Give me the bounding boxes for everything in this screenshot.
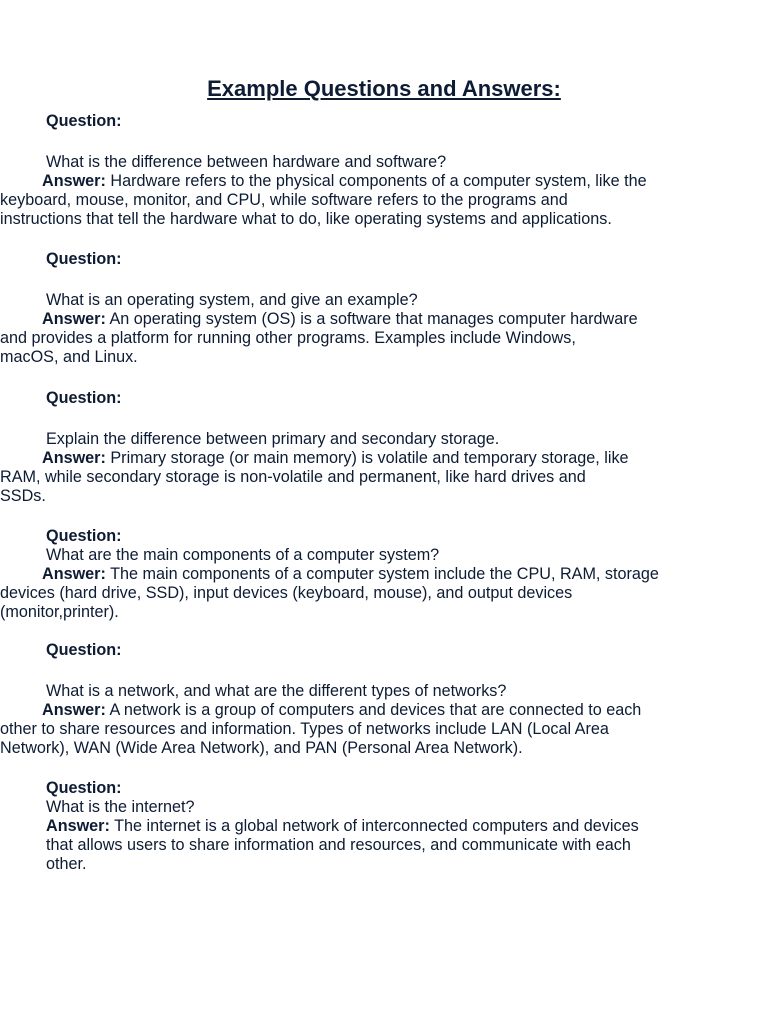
question-label: Question:	[46, 527, 122, 545]
question-label: Question:	[46, 779, 122, 797]
qa-item-2	[0, 250, 740, 367]
answer-text: A network is a group of computers and devices that are connected to each	[109, 701, 642, 719]
question-label: Question:	[46, 641, 122, 659]
answer-text: devices (hard drive, SSD), input devices (keyboard, mouse), and output devices	[0, 584, 573, 602]
question-text: What is the internet?	[46, 798, 195, 816]
answer-line	[0, 701, 740, 720]
qa-item-6	[0, 779, 740, 874]
question-label: Question:	[46, 112, 122, 130]
answer-text: RAM, while secondary storage is non-volatile and permanent, like hard drives and	[0, 468, 586, 486]
answer-text: The main components of a computer system include the CPU, RAM, storage	[110, 565, 659, 583]
qa-item-1	[0, 112, 740, 229]
answer-label: Answer:	[42, 449, 106, 467]
qa-item-5	[0, 641, 740, 758]
answer-text: macOS, and Linux.	[0, 348, 138, 366]
answer-text: that allows users to share information and resources, and communicate with each	[46, 836, 631, 854]
answer-label: Answer:	[42, 310, 106, 328]
question-text: What is a network, and what are the different types of networks?	[46, 682, 507, 700]
answer-line	[0, 172, 740, 191]
answer-label: Answer:	[42, 172, 106, 190]
question-text: Explain the difference between primary and secondary storage.	[46, 430, 500, 448]
answer-line	[0, 565, 740, 584]
answer-text: The internet is a global network of interconnected computers and devices	[114, 817, 639, 835]
answer-text: and provides a platform for running other programs. Examples include Windows,	[0, 329, 576, 347]
qa-item-4	[0, 527, 740, 622]
answer-text: keyboard, mouse, monitor, and CPU, while software refers to the programs and	[0, 191, 568, 209]
answer-line	[0, 449, 740, 468]
answer-text: Primary storage (or main memory) is volatile and temporary storage, like	[110, 449, 629, 467]
answer-text: SSDs.	[0, 487, 46, 505]
question-label: Question:	[46, 389, 122, 407]
answer-label: Answer:	[42, 701, 106, 719]
answer-text: Network), WAN (Wide Area Network), and PAN (Personal Area Network).	[0, 739, 523, 757]
answer-text: An operating system (OS) is a software that manages computer hardware	[109, 310, 638, 328]
answer-label: Answer:	[42, 565, 106, 583]
answer-label: Answer:	[46, 817, 110, 835]
answer-text: Hardware refers to the physical components of a computer system, like the	[110, 172, 647, 190]
qa-item-3	[0, 389, 740, 506]
answer-text: (monitor,printer).	[0, 603, 119, 621]
answer-text: other.	[46, 855, 87, 873]
answer-text: other to share resources and information. Types of networks include LAN (Local Area	[0, 720, 609, 738]
question-label: Question:	[46, 250, 122, 268]
question-text: What is the difference between hardware and software?	[46, 153, 447, 171]
answer-line	[0, 310, 740, 329]
question-text: What are the main components of a computer system?	[46, 546, 440, 564]
answer-line	[0, 817, 740, 836]
question-text: What is an operating system, and give an example?	[46, 291, 418, 309]
page-title: Example Questions and Answers:	[207, 76, 561, 101]
answer-text: instructions that tell the hardware what to do, like operating systems and applications.	[0, 210, 612, 228]
